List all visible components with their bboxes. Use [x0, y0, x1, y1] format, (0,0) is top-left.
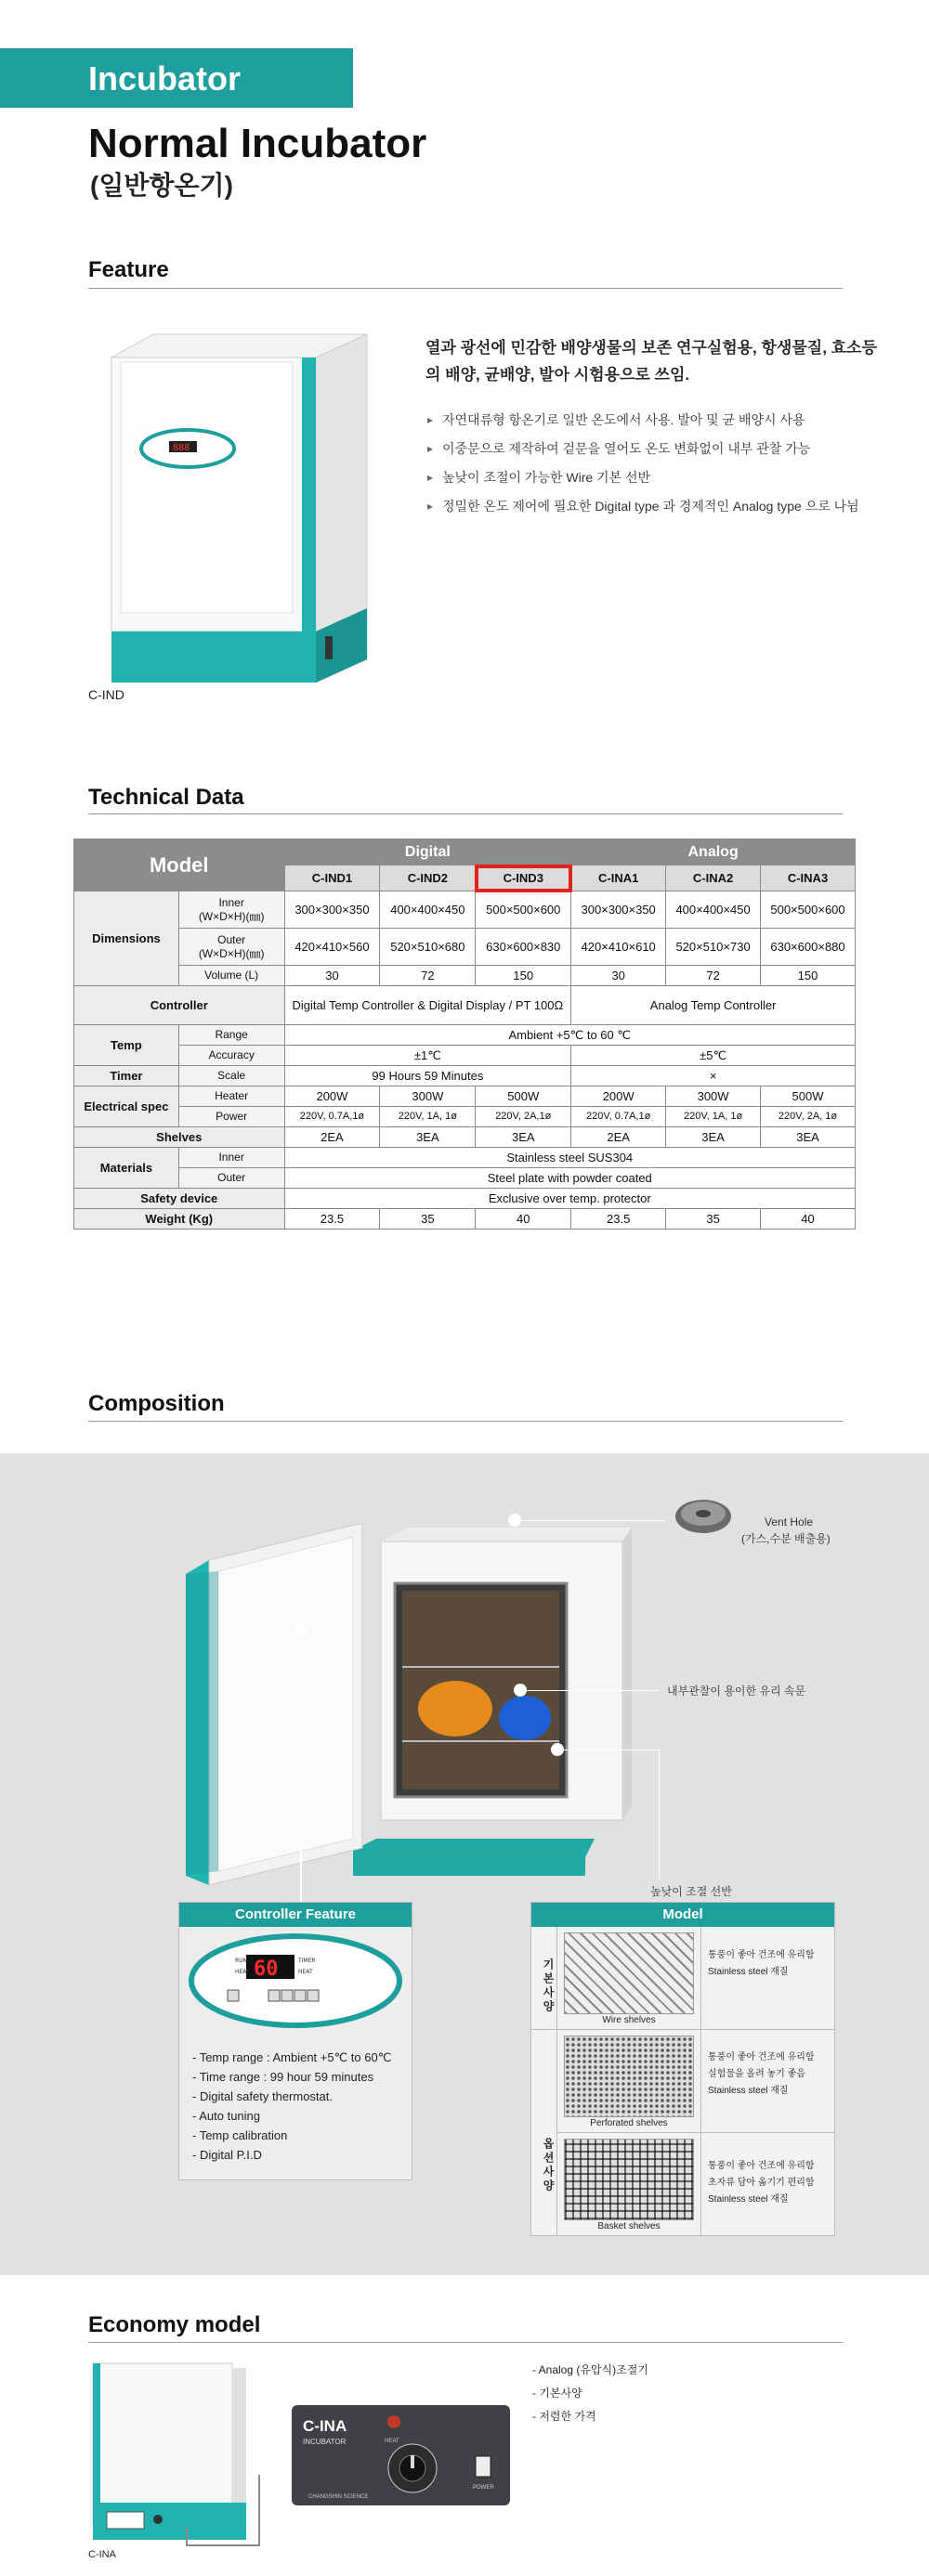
- table-cell: 35: [666, 1209, 761, 1229]
- sub-label: Power: [178, 1107, 284, 1127]
- model-box-title: Model: [531, 1903, 834, 1927]
- shelf-desc-line: 통풍이 좋아 건조에 유리함: [708, 1950, 815, 1960]
- table-cell: 2EA: [571, 1127, 666, 1148]
- economy-incubator-photo: [88, 2354, 260, 2554]
- economy-heading: Economy model: [88, 2312, 261, 2337]
- controller-feature-title: Controller Feature: [179, 1903, 412, 1927]
- economy-caption: C-INA: [88, 2549, 116, 2560]
- table-cell: 420×410×560: [284, 929, 380, 966]
- callout-line: [186, 2544, 260, 2546]
- list-item: - Auto tuning: [192, 2109, 260, 2123]
- vent-hole-sublabel: (가스,수분 배출용): [741, 1532, 831, 1545]
- shelf-desc-line: 통풍이 좋아 건조에 유리함: [708, 2052, 815, 2062]
- table-cell: Exclusive over temp. protector: [284, 1189, 856, 1209]
- perforated-shelf-image: [564, 2036, 694, 2117]
- glass-door-label: 내부관찰이 용이한 유리 속문: [667, 1685, 806, 1698]
- table-cell: 2EA: [284, 1127, 380, 1148]
- controller-panel-illustration: [179, 1932, 412, 2035]
- model-col: C-INA3: [761, 865, 856, 891]
- economy-bullets: [532, 2359, 648, 2428]
- table-cell: ±5℃: [571, 1046, 856, 1066]
- list-item: ▸ 이중문으로 제작하여 겉문을 열어도 온도 변화없이 내부 관찰 가능: [427, 441, 873, 457]
- inner-label: Inner: [218, 895, 244, 909]
- vent-hole-label: Vent Hole: [765, 1516, 814, 1529]
- model-col: C-IND2: [380, 865, 476, 891]
- table-cell: 500×500×600: [476, 891, 571, 929]
- callout-line: [516, 1520, 664, 1521]
- table-cell: 72: [666, 966, 761, 986]
- table-cell: Ambient +5℃ to 60 ℃: [284, 1025, 856, 1046]
- table-cell: ×: [571, 1066, 856, 1086]
- shelf-desc: [708, 1947, 815, 1981]
- list-item: - Temp range : Ambient +5℃ to 60℃: [192, 2050, 392, 2064]
- shelf-desc-line: 실험물을 올려 놓기 좋음: [708, 2069, 805, 2079]
- list-item: - Digital P.I.D: [192, 2148, 262, 2162]
- page-subtitle: (일반항온기): [90, 171, 233, 200]
- sub-label: Inner: [178, 1148, 284, 1168]
- shelf-adjust-label: 높낮이 조절 선반: [650, 1885, 732, 1898]
- list-item: - 저렴한 가격: [532, 2410, 596, 2423]
- table-cell: Digital Temp Controller & Digital Display / PT 100Ω: [284, 986, 571, 1025]
- shelf-name: Wire shelves: [602, 2015, 656, 2025]
- table-cell: 520×510×680: [380, 929, 476, 966]
- tech-table: [73, 839, 856, 1229]
- composition-divider: [88, 1421, 843, 1422]
- display-value: 60: [254, 1958, 279, 1981]
- feature-divider: [88, 288, 843, 289]
- model-col: C-IND1: [284, 865, 380, 891]
- table-cell: 220V, 2A,1ø: [476, 1107, 571, 1127]
- table-cell: 200W: [571, 1086, 666, 1107]
- model-header: Model: [74, 839, 285, 891]
- shelf-desc: [708, 2158, 815, 2208]
- table-cell: ±1℃: [284, 1046, 571, 1066]
- model-col: C-INA1: [571, 865, 666, 891]
- sub-label: [178, 929, 284, 966]
- inner-unit: (W×D×H)(㎜): [198, 909, 265, 923]
- table-cell: 35: [380, 1209, 476, 1229]
- sub-label: Range: [178, 1025, 284, 1046]
- shelf-desc-line: Stainless steel 재질: [708, 2086, 789, 2096]
- row-label: Shelves: [74, 1127, 285, 1148]
- callout-dot: [551, 1743, 564, 1756]
- table-cell: 30: [571, 966, 666, 986]
- table-cell: 500×500×600: [761, 891, 856, 929]
- composition-heading: Composition: [88, 1391, 225, 1416]
- table-cell: Analog Temp Controller: [571, 986, 856, 1025]
- sub-label: Volume (L): [178, 966, 284, 986]
- table-cell: 630×600×830: [476, 929, 571, 966]
- table-cell: 300×300×350: [571, 891, 666, 929]
- table-cell: 420×410×610: [571, 929, 666, 966]
- table-cell: 500W: [476, 1086, 571, 1107]
- table-cell: 500W: [761, 1086, 856, 1107]
- product-caption: C-IND: [88, 687, 124, 702]
- panel-power-label: POWER: [473, 2485, 494, 2491]
- shelf-desc-line: Stainless steel 재질: [708, 1967, 789, 1977]
- table-cell: 23.5: [284, 1209, 380, 1229]
- table-cell: 3EA: [761, 1127, 856, 1148]
- page-title: Normal Incubator: [88, 121, 427, 166]
- display-label-heat: HEAT: [235, 1969, 250, 1975]
- shelf-desc-line: Stainless steel 재질: [708, 2194, 789, 2205]
- divider: [557, 2132, 834, 2133]
- table-cell: 200W: [284, 1086, 380, 1107]
- table-cell: 23.5: [571, 1209, 666, 1229]
- table-cell: 3EA: [380, 1127, 476, 1148]
- list-item: ▸ 자연대류형 항온기로 일반 온도에서 사용. 발아 및 균 배양시 사용: [427, 412, 873, 428]
- table-cell: 150: [761, 966, 856, 986]
- feature-headline: 열과 광선에 민감한 배양생물의 보존 연구실험용, 항생물질, 효소등의 배양, 균배양, 발아 시험용으로 쓰임.: [425, 339, 877, 384]
- wire-shelf-image: [564, 1932, 694, 2014]
- feature-heading: Feature: [88, 257, 169, 282]
- table-cell: 150: [476, 966, 571, 986]
- list-item: - Analog (유압식)조절기: [532, 2363, 648, 2376]
- sub-label: Outer: [178, 1168, 284, 1189]
- callout-line: [186, 2526, 188, 2546]
- table-cell: 220V, 1A, 1ø: [666, 1107, 761, 1127]
- economy-divider: [88, 2342, 843, 2343]
- group-digital: Digital: [284, 839, 571, 865]
- callout-dot: [294, 1622, 307, 1635]
- basket-shelf-image: [564, 2139, 694, 2220]
- list-item: ▸ 높낮이 조절이 가능한 Wire 기본 선반: [427, 470, 873, 486]
- row-label: Timer: [74, 1066, 179, 1086]
- table-cell: 300W: [666, 1086, 761, 1107]
- table-cell: 630×600×880: [761, 929, 856, 966]
- controller-spec-list: [192, 2048, 412, 2165]
- table-cell: Stainless steel SUS304: [284, 1148, 856, 1168]
- table-cell: 30: [284, 966, 380, 986]
- economy-controller-panel: [292, 2405, 510, 2507]
- outer-unit: (W×D×H)(㎜): [198, 946, 265, 960]
- table-cell: 3EA: [666, 1127, 761, 1148]
- divider: [700, 1927, 701, 2235]
- callout-line: [300, 1628, 302, 1902]
- divider: [557, 2029, 834, 2030]
- sub-label: Scale: [178, 1066, 284, 1086]
- table-cell: 220V, 1A, 1ø: [380, 1107, 476, 1127]
- panel-brand: CHANGSHIN SCIENCE: [308, 2494, 369, 2500]
- shelf-desc-line: 통풍이 좋아 건조에 유리함: [708, 2161, 815, 2171]
- table-cell: 220V, 2A, 1ø: [761, 1107, 856, 1127]
- display-label-timer: TIMER: [298, 1958, 316, 1964]
- feature-bullets: [427, 412, 873, 527]
- shelf-name: Perforated shelves: [590, 2118, 668, 2128]
- tech-heading: Technical Data: [88, 785, 244, 810]
- callout-dot: [514, 1684, 527, 1697]
- display-label-heat2: HEAT: [298, 1969, 313, 1975]
- row-label: Dimensions: [74, 891, 179, 986]
- list-item: - Digital safety thermostat.: [192, 2089, 333, 2103]
- row-label: Weight (Kg): [74, 1209, 285, 1229]
- shelf-name: Basket shelves: [597, 2221, 661, 2231]
- open-incubator-illustration: [186, 1495, 632, 1894]
- row-label: Controller: [74, 986, 285, 1025]
- panel-model-name: C-INA: [303, 2417, 347, 2435]
- outer-label: Outer: [217, 932, 246, 946]
- table-cell: 3EA: [476, 1127, 571, 1148]
- table-cell: 520×510×730: [666, 929, 761, 966]
- table-cell: 72: [380, 966, 476, 986]
- table-cell: 220V, 0.7A,1ø: [284, 1107, 380, 1127]
- display-label-run: RUN: [235, 1958, 248, 1964]
- model-col: C-INA2: [666, 865, 761, 891]
- table-cell: 400×400×450: [666, 891, 761, 929]
- table-cell: 220V, 0.7A,1ø: [571, 1107, 666, 1127]
- category-banner: Incubator: [0, 48, 353, 108]
- panel-heat-label: HEAT: [385, 2439, 399, 2444]
- tech-divider: [88, 813, 843, 814]
- table-cell: 300×300×350: [284, 891, 380, 929]
- controller-feature-box: [178, 1902, 412, 2180]
- callout-line: [659, 1750, 660, 1880]
- sub-label: Accuracy: [178, 1046, 284, 1066]
- table-cell: 300W: [380, 1086, 476, 1107]
- table-cell: 400×400×450: [380, 891, 476, 929]
- vent-hole-icon: [661, 1490, 754, 1546]
- callout-line: [520, 1690, 660, 1691]
- row-label: Materials: [74, 1148, 179, 1189]
- list-item: - 기본사양: [532, 2387, 582, 2400]
- list-item: - Temp calibration: [192, 2128, 288, 2142]
- table-cell: 40: [761, 1209, 856, 1229]
- shelf-desc-line: 초자류 담아 옮기기 편리함: [708, 2178, 815, 2188]
- table-cell: 40: [476, 1209, 571, 1229]
- table-cell: Steel plate with powder coated: [284, 1168, 856, 1189]
- row-label: Safety device: [74, 1189, 285, 1209]
- model-box: [530, 1902, 835, 2236]
- svg-text:888: 888: [173, 443, 190, 453]
- panel-sub-label: INCUBATOR: [303, 2438, 347, 2446]
- group-analog: Analog: [571, 839, 856, 865]
- callout-dot: [508, 1514, 521, 1527]
- incubator-photo: [93, 330, 372, 701]
- sub-label: [178, 891, 284, 929]
- table-cell: 99 Hours 59 Minutes: [284, 1066, 571, 1086]
- model-col-highlighted: C-IND3: [476, 865, 571, 891]
- sub-label: Heater: [178, 1086, 284, 1107]
- option-spec-label: 옵션사양: [531, 2029, 557, 2235]
- basic-spec-label: 기본사양: [531, 1927, 557, 2029]
- list-item: ▸ 정밀한 온도 제어에 필요한 Digital type 과 경제적인 Analog type 으로 나뉨: [427, 499, 873, 514]
- list-item: - Time range : 99 hour 59 minutes: [192, 2070, 374, 2084]
- row-label: Electrical spec: [74, 1086, 179, 1127]
- callout-line: [258, 2475, 260, 2544]
- row-label: Temp: [74, 1025, 179, 1066]
- shelf-desc: [708, 2049, 815, 2100]
